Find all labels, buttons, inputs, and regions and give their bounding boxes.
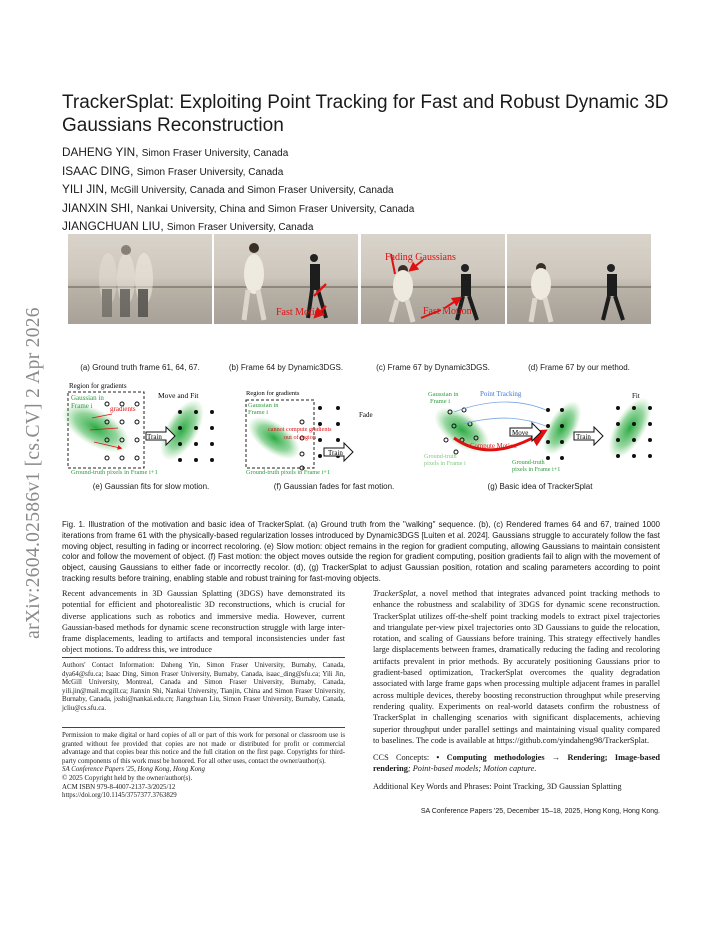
figure-caption: Fig. 1. Illustration of the motivation and basic idea of TrackerSplat. (a) Ground truth from the "walking" sequence. (b), (c) Rendered frames 64 and 67, trained 1000 iterations from frame 61 with the physically-based regularization losses introduced by Dynamic3DGS [Luiten et al. 2024]. Gaussians struggle to accurately follow the fast moving object, resulting in fading or incorrect recoloring. (e) Slow motion: object remains in the region for gradient computing, allowing Gaussians to maintain consistent color and follow the movement of object. (f) Fast motion: the object moves outside the region for gradient computing, position gradients fail to align with the movement of object, causing Gaussians to either fade or incorrectly recolor. (d), (g) TrackerSplat to adjust Gaussian position, rotation and scaling parameters according to point tracking results before training, enabling stable and robust training for fast-moving objects.	[62, 520, 660, 583]
svg-text:Train: Train	[576, 433, 591, 441]
svg-text:Gaussian in: Gaussian in	[71, 394, 104, 402]
caption-c: (c) Frame 67 by Dynamic3DGS.	[376, 363, 490, 372]
caption-b: (b) Frame 64 by Dynamic3DGS.	[228, 363, 344, 372]
photo-ours-frame67	[507, 234, 651, 324]
svg-text:Gaussian in: Gaussian in	[428, 391, 459, 398]
fading-gaussians-label: Fading Gaussians	[385, 252, 456, 263]
caption-a: (a) Ground truth frame 61, 64, 67.	[80, 363, 200, 372]
diagram-e	[62, 382, 214, 476]
svg-text:gradients: gradients	[110, 405, 136, 413]
permission-notice: Permission to make digital or hard copies of all or part of this work for personal or classroom use is granted without fee provided that copies are not made or distributed for profit or commercial advantage and that copies bear this notice and the full citation on the first page. Copyrights for third-party components of this work must be honored. For all other uses, contact the owner/author(s). SA Conference Papers '25, Hong Kong, Hong Kong © 2025 Copyright held by the owner/author(s). ACM ISBN 979-8-4007-2137-3/2025/12 https://doi.org/10.1145/3757377.3763829	[62, 732, 345, 800]
svg-text:pixels in Frame i+1: pixels in Frame i+1	[512, 466, 561, 473]
svg-text:Ground-truth: Ground-truth	[512, 459, 545, 466]
figure-diagrams	[62, 378, 662, 480]
photo-dynamic3dgs-frame64	[214, 234, 358, 324]
caption-f: (f) Gaussian fades for fast motion.	[273, 482, 395, 491]
svg-text:cannot compute gradients: cannot compute gradients	[268, 426, 332, 433]
caption-g: (g) Basic idea of TrackerSplat	[487, 482, 593, 491]
svg-text:Move: Move	[512, 429, 529, 437]
svg-text:Frame i: Frame i	[430, 398, 451, 405]
svg-text:pixels in Frame i: pixels in Frame i	[424, 460, 466, 467]
svg-text:Frame i: Frame i	[248, 409, 269, 416]
contact-info: Authors' Contact Information: Daheng Yin, Simon Fraser University, Burnaby, Canada, dya64@sfu.ca; Isaac Ding, Simon Fraser University, Burnaby, Canada, isaac_ding@sfu.ca; Yili Jin, McGill University, Montreal, Canada and Simon Fraser University, Burnaby, Canada, yili.jin@mail.mcgill.ca; Jianxin Shi, Nankai University, Tianjin, China and Simon Fraser University, Burnaby, Canada, jxshi@nankai.edu.cn; Jiangchuan Liu, Simon Fraser University, Burnaby, Canada, jcliu@cs.sfu.ca.	[62, 662, 345, 712]
fast-motion-label: Fast Motion	[276, 307, 325, 318]
author: YILI JIN, McGill University, Canada and Simon Fraser University, Canada	[62, 182, 394, 197]
svg-text:Point Tracking: Point Tracking	[480, 390, 522, 398]
ccs-concepts: CCS Concepts: • Computing methodologies → Rendering; Image-based rendering; Point-based models; Motion capture.	[373, 753, 661, 774]
train-label: Train	[147, 433, 162, 441]
svg-text:Fit: Fit	[632, 392, 640, 400]
abstract-part-1: Recent advancements in 3D Gaussian Splatting (3DGS) have demonstrated its potential for efficient and photorealistic 3D reconstructions, which is crucial for diverse applications such as robotics and immersive media. However, current Gaussian-based methods for dynamic scene reconstruction struggle with large inter-frame displacements, leading to artifacts and temporal inconsistencies under fast object motions. To address this, we introduce	[62, 589, 345, 655]
author-list	[62, 144, 682, 237]
svg-text:Compute Motion: Compute Motion	[470, 443, 517, 450]
page-footer: SA Conference Papers '25, December 15–18, 2025, Hong Kong, Hong Kong.	[420, 808, 660, 815]
svg-text:Region for gradients: Region for gradients	[246, 390, 300, 397]
svg-text:Fade: Fade	[359, 411, 373, 419]
diagram-f	[241, 390, 373, 476]
caption-d: (d) Frame 67 by our method.	[528, 363, 630, 372]
svg-text:Ground-truth: Ground-truth	[424, 453, 457, 460]
left-column	[62, 588, 345, 656]
svg-text:Ground-truth pixels in Frame i: Ground-truth pixels in Frame i+1	[246, 469, 330, 476]
author: JIANGCHUAN LIU, Simon Fraser University, Canada	[62, 219, 314, 234]
divider	[62, 657, 345, 658]
photo-dynamic3dgs-frame67	[361, 234, 505, 324]
divider	[62, 727, 345, 728]
arxiv-stamp: arXiv:2604.02586v1 [cs.CV] 2 Apr 2026	[23, 307, 44, 639]
svg-text:Frame i: Frame i	[71, 402, 93, 410]
photo-ground-truth	[68, 234, 212, 324]
author: ISAAC DING, Simon Fraser University, Canada	[62, 163, 284, 178]
fast-motion-label-2: Fast Motion	[423, 306, 472, 317]
svg-text:Region for gradients: Region for gradients	[69, 382, 127, 390]
svg-text:Move and Fit: Move and Fit	[158, 391, 199, 400]
author: JIANXIN SHI, Nankai University, China and Simon Fraser University, Canada	[62, 200, 415, 215]
svg-text:Gaussian in: Gaussian in	[248, 402, 279, 409]
keywords: Additional Key Words and Phrases: Point Tracking, 3D Gaussian Splatting	[373, 781, 622, 791]
svg-text:out of region: out of region	[284, 434, 316, 441]
paper-title: TrackerSplat: Exploiting Point Tracking for Fast and Robust Dynamic 3D Gaussians Reconstruction	[62, 92, 669, 136]
author: DAHENG YIN, Simon Fraser University, Canada	[62, 145, 289, 159]
diagram-g	[424, 390, 660, 473]
caption-e: (e) Gaussian fits for slow motion.	[92, 482, 210, 491]
right-column	[373, 588, 660, 792]
svg-text:Ground-truth pixels in Frame i: Ground-truth pixels in Frame i+1	[71, 469, 158, 476]
abstract-part-2: TrackerSplat, a novel method that integrates advanced point tracking methods to enhance the robustness and scalability of 3DGS for dynamic scene reconstruction. TrackerSplat utilizes off-the-shelf point tracking models to extract pixel trajectories and triangulate per-view pixel trajectories onto 3D Gaussians to guide the relocation, rotation, and scaling of Gaussians before training. This strategy effectively handles large displacements between frames, dramatically reducing the fading and recoloring artifacts prevalent in prior methods. By accurately positioning Gaussians prior to gradient-based optimization, TrackerSplat overcomes the quality degradation associated with large frame gaps when processing multiple adjacent frames in parallel across multiple devices, thereby boosting reconstruction throughput while preserving rendering quality. Experiments on real-world datasets confirm the robustness of TrackerSplat in challenging scenarios with significant displacements, achieving superior throughput under parallel settings and maintaining visual quality compared to baselines. The code is available at https://github.com/yindaheng98/TrackerSplat.	[373, 589, 660, 745]
svg-text:Train: Train	[328, 449, 343, 457]
